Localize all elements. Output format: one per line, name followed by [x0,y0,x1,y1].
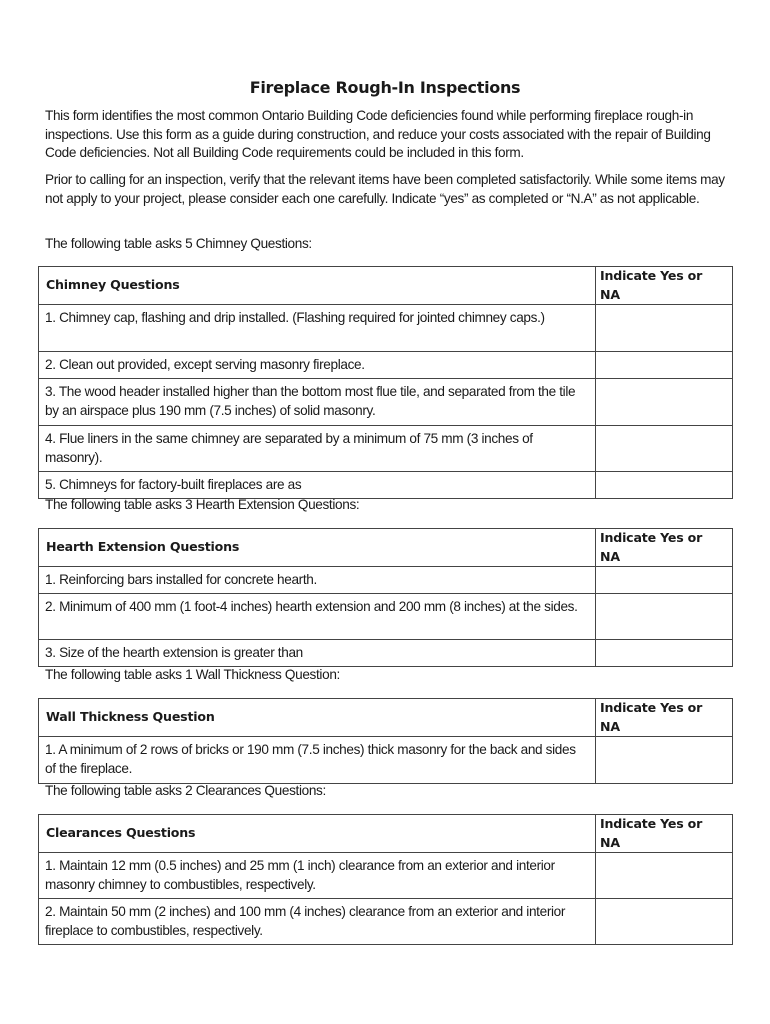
question-text: 2. Clean out provided, except serving masonry fireplace. [39,352,596,379]
question-text: 4. Flue liners in the same chimney are separated by a minimum of 75 mm (3 inches of masonry). [39,426,596,472]
answer-cell[interactable] [596,640,733,667]
answer-cell[interactable] [596,567,733,594]
table-row [39,594,733,640]
table-row [39,899,733,945]
wall-header: Wall Thickness Question [39,699,596,737]
answer-cell[interactable] [596,899,733,945]
table-row [39,352,733,379]
answer-header: Indicate Yes or NA [596,529,733,567]
answer-header: Indicate Yes or NA [596,815,733,853]
table-header-row [39,699,733,737]
clearances-lead: The following table asks 2 Clearances Questions: [45,783,326,798]
table-row [39,426,733,472]
table-header-row [39,815,733,853]
answer-cell[interactable] [596,853,733,899]
chimney-header: Chimney Questions [39,267,596,305]
hearth-lead: The following table asks 3 Hearth Extension Questions: [45,497,360,512]
table-row [39,379,733,426]
answer-cell[interactable] [596,352,733,379]
table-row [39,853,733,899]
chimney-table [38,266,733,499]
clearances-table [38,814,733,945]
question-text: 1. A minimum of 2 rows of bricks or 190 mm (7.5 inches) thick masonry for the back and sides of the fireplace. [39,737,596,784]
question-text: 2. Minimum of 400 mm (1 foot-4 inches) hearth extension and 200 mm (8 inches) at the sides. [39,594,596,640]
question-text: 1. Chimney cap, flashing and drip installed. (Flashing required for jointed chimney caps.) [39,305,596,352]
question-text: 1. Reinforcing bars installed for concrete hearth. [39,567,596,594]
wall-lead: The following table asks 1 Wall Thickness Question: [45,667,340,682]
table-row [39,567,733,594]
table-header-row [39,529,733,567]
question-text: 2. Maintain 50 mm (2 inches) and 100 mm (4 inches) clearance from an exterior and interior fireplace to combustibles, respectively. [39,899,596,945]
clearances-header: Clearances Questions [39,815,596,853]
question-text: 1. Maintain 12 mm (0.5 inches) and 25 mm (1 inch) clearance from an exterior and interior masonry chimney to combustibles, respectively. [39,853,596,899]
table-row [39,305,733,352]
answer-cell[interactable] [596,594,733,640]
question-text: 5. Chimneys for factory-built fireplaces are as [39,472,596,499]
table-row [39,640,733,667]
answer-cell[interactable] [596,379,733,426]
page-title: Fireplace Rough-In Inspections [249,78,521,97]
answer-header: Indicate Yes or NA [596,699,733,737]
hearth-table [38,528,733,667]
intro-paragraph: This form identifies the most common Ontario Building Code deficiencies found while performing fireplace rough-in inspections. Use this form as a guide during construction, and reduce your costs associated with the repair of Building Code deficiencies. Not all Building Code requirements could be included in this form. [45,108,711,161]
answer-cell[interactable] [596,305,733,352]
table-header-row [39,267,733,305]
question-text: 3. The wood header installed higher than the bottom most flue tile, and separated from the tile by an airspace plus 190 mm (7.5 inches) of solid masonry. [39,379,596,426]
question-text: 3. Size of the hearth extension is greater than [39,640,596,667]
answer-cell[interactable] [596,426,733,472]
answer-header: Indicate Yes or NA [596,267,733,305]
table-row [39,737,733,784]
hearth-header: Hearth Extension Questions [39,529,596,567]
table-row [39,472,733,499]
answer-cell[interactable] [596,737,733,784]
wall-table [38,698,733,784]
chimney-lead: The following table asks 5 Chimney Questions: [45,236,312,251]
answer-cell[interactable] [596,472,733,499]
instructions-paragraph: Prior to calling for an inspection, verify that the relevant items have been completed satisfactorily. While some items may not apply to your project, please consider each one carefully. Indicate “yes” as completed or “N.A” as not applicable. [45,172,725,206]
